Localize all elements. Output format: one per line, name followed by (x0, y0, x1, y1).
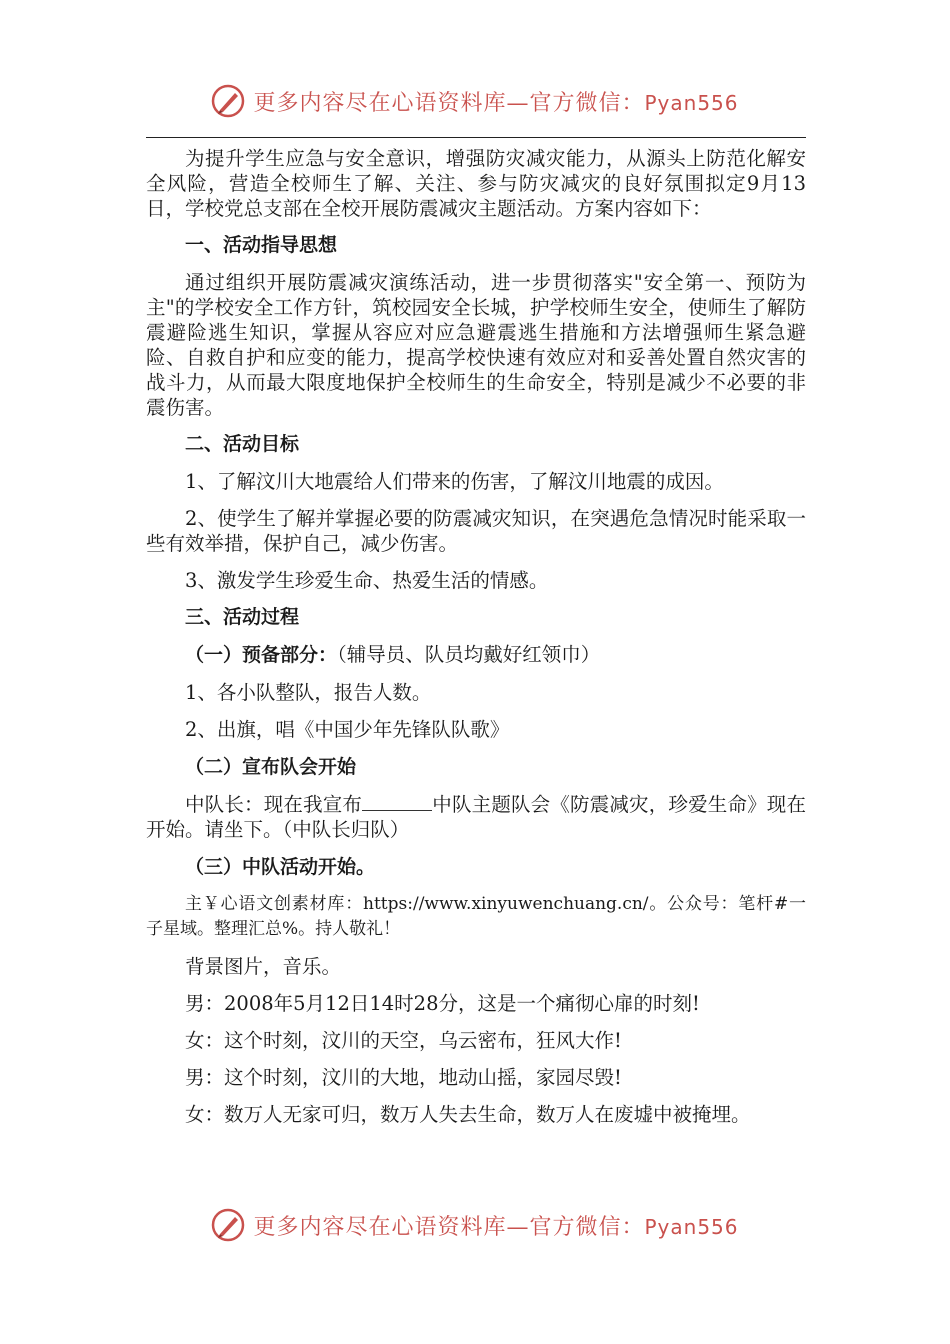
background-note: 背景图片，音乐。 (185, 955, 342, 978)
header-divider (146, 137, 806, 138)
goal-item-3: 3、激发学生珍爱生命、热爱生活的情感。 (185, 569, 549, 592)
subsection-announce (146, 754, 806, 780)
subsection-preparation-title: （一）预备部分： (185, 644, 338, 666)
footer-banner-wechat: Pyan556 (644, 1214, 739, 1239)
announce-text-b: 中队主题队会《防震减灾，珍爱生命》现在开始。请坐下。（中队长归队） (146, 793, 806, 841)
subsection-preparation-note: （辅导员、队员均戴好红领巾） (337, 643, 601, 666)
fill-in-blank (362, 792, 432, 811)
header-banner-text (253, 86, 738, 117)
subsection-activity-title: （三）中队活动开始。 (185, 856, 376, 878)
preparation-item-1: 1、各小队整队，报告人数。 (185, 681, 432, 704)
dialogue-male-2: 男：这个时刻，汶川的大地，地动山摇，家园尽毁! (185, 1066, 622, 1089)
footer-banner (0, 1208, 950, 1242)
goal-item-2: 2、使学生了解并掌握必要的防震减灾知识，在突遇危急情况时能采取一些有效举措，保护自己，减少伤害。 (146, 507, 806, 555)
footer-banner-cn: 更多内容尽在心语资料库—官方微信： (253, 1214, 645, 1240)
dialogue-male-1: 男：2008年5月12日14时28分，这是一个痛彻心扉的时刻! (185, 992, 700, 1015)
subsection-activity (146, 854, 806, 880)
announce-paragraph (146, 792, 806, 842)
guiding-thought-paragraph: 通过组织开展防震减灾演练活动，进一步贯彻落实"安全第一、预防为主"的学校安全工作方针，筑校园安全长城，护学校师生安全，使师生了解防震避险逃生知识，掌握从容应对应急避震逃生措施和方法增强师生紧急避险、自救自护和应变的能力，提高学校快速有效应对和妥善处置自然灾害的战斗力，从而最大限度地保护全校师生的生命安全，特别是减少不必要的非震伤害。 (146, 271, 806, 419)
intro-paragraph: 为提升学生应急与安全意识，增强防灾减灾能力，从源头上防范化解安全风险，营造全校师生了解、关注、参与防灾减灾的良好氛围拟定9月13日，学校党总支部在全校开展防震减灾主题活动。方案内容如下： (146, 147, 806, 220)
header-banner-cn: 更多内容尽在心语资料库—官方微信： (253, 90, 645, 116)
document-body (146, 146, 806, 1139)
section-heading-goals: 二、活动目标 (185, 433, 300, 455)
subsection-preparation (146, 642, 806, 668)
preparation-item-2: 2、出旗，唱《中国少年先锋队队歌》 (185, 718, 510, 741)
goal-item-1: 1、了解汶川大地震给人们带来的伤害，了解汶川地震的成因。 (185, 470, 724, 493)
pen-logo-icon (211, 84, 245, 118)
header-banner-wechat: Pyan556 (644, 90, 739, 115)
footer-banner-text (253, 1210, 738, 1241)
header-banner (0, 84, 950, 118)
section-heading-process: 三、活动过程 (185, 606, 300, 628)
watermark-ad-line: 主￥心语文创素材库：https://www.xinyuwenchuang.cn/。公众号：笔杆#一子星域。整理汇总%。持人敬礼！ (146, 894, 806, 939)
pen-logo-icon (211, 1208, 245, 1242)
announce-text-a: 中队长：现在我宣布 (185, 793, 363, 816)
dialogue-female-2: 女：数万人无家可归，数万人失去生命，数万人在废墟中被掩埋。 (185, 1103, 751, 1126)
section-heading-guiding-thought: 一、活动指导思想 (185, 234, 338, 256)
subsection-announce-title: （二）宣布队会开始 (185, 756, 357, 778)
dialogue-female-1: 女：这个时刻，汶川的天空，乌云密布，狂风大作! (185, 1029, 622, 1052)
